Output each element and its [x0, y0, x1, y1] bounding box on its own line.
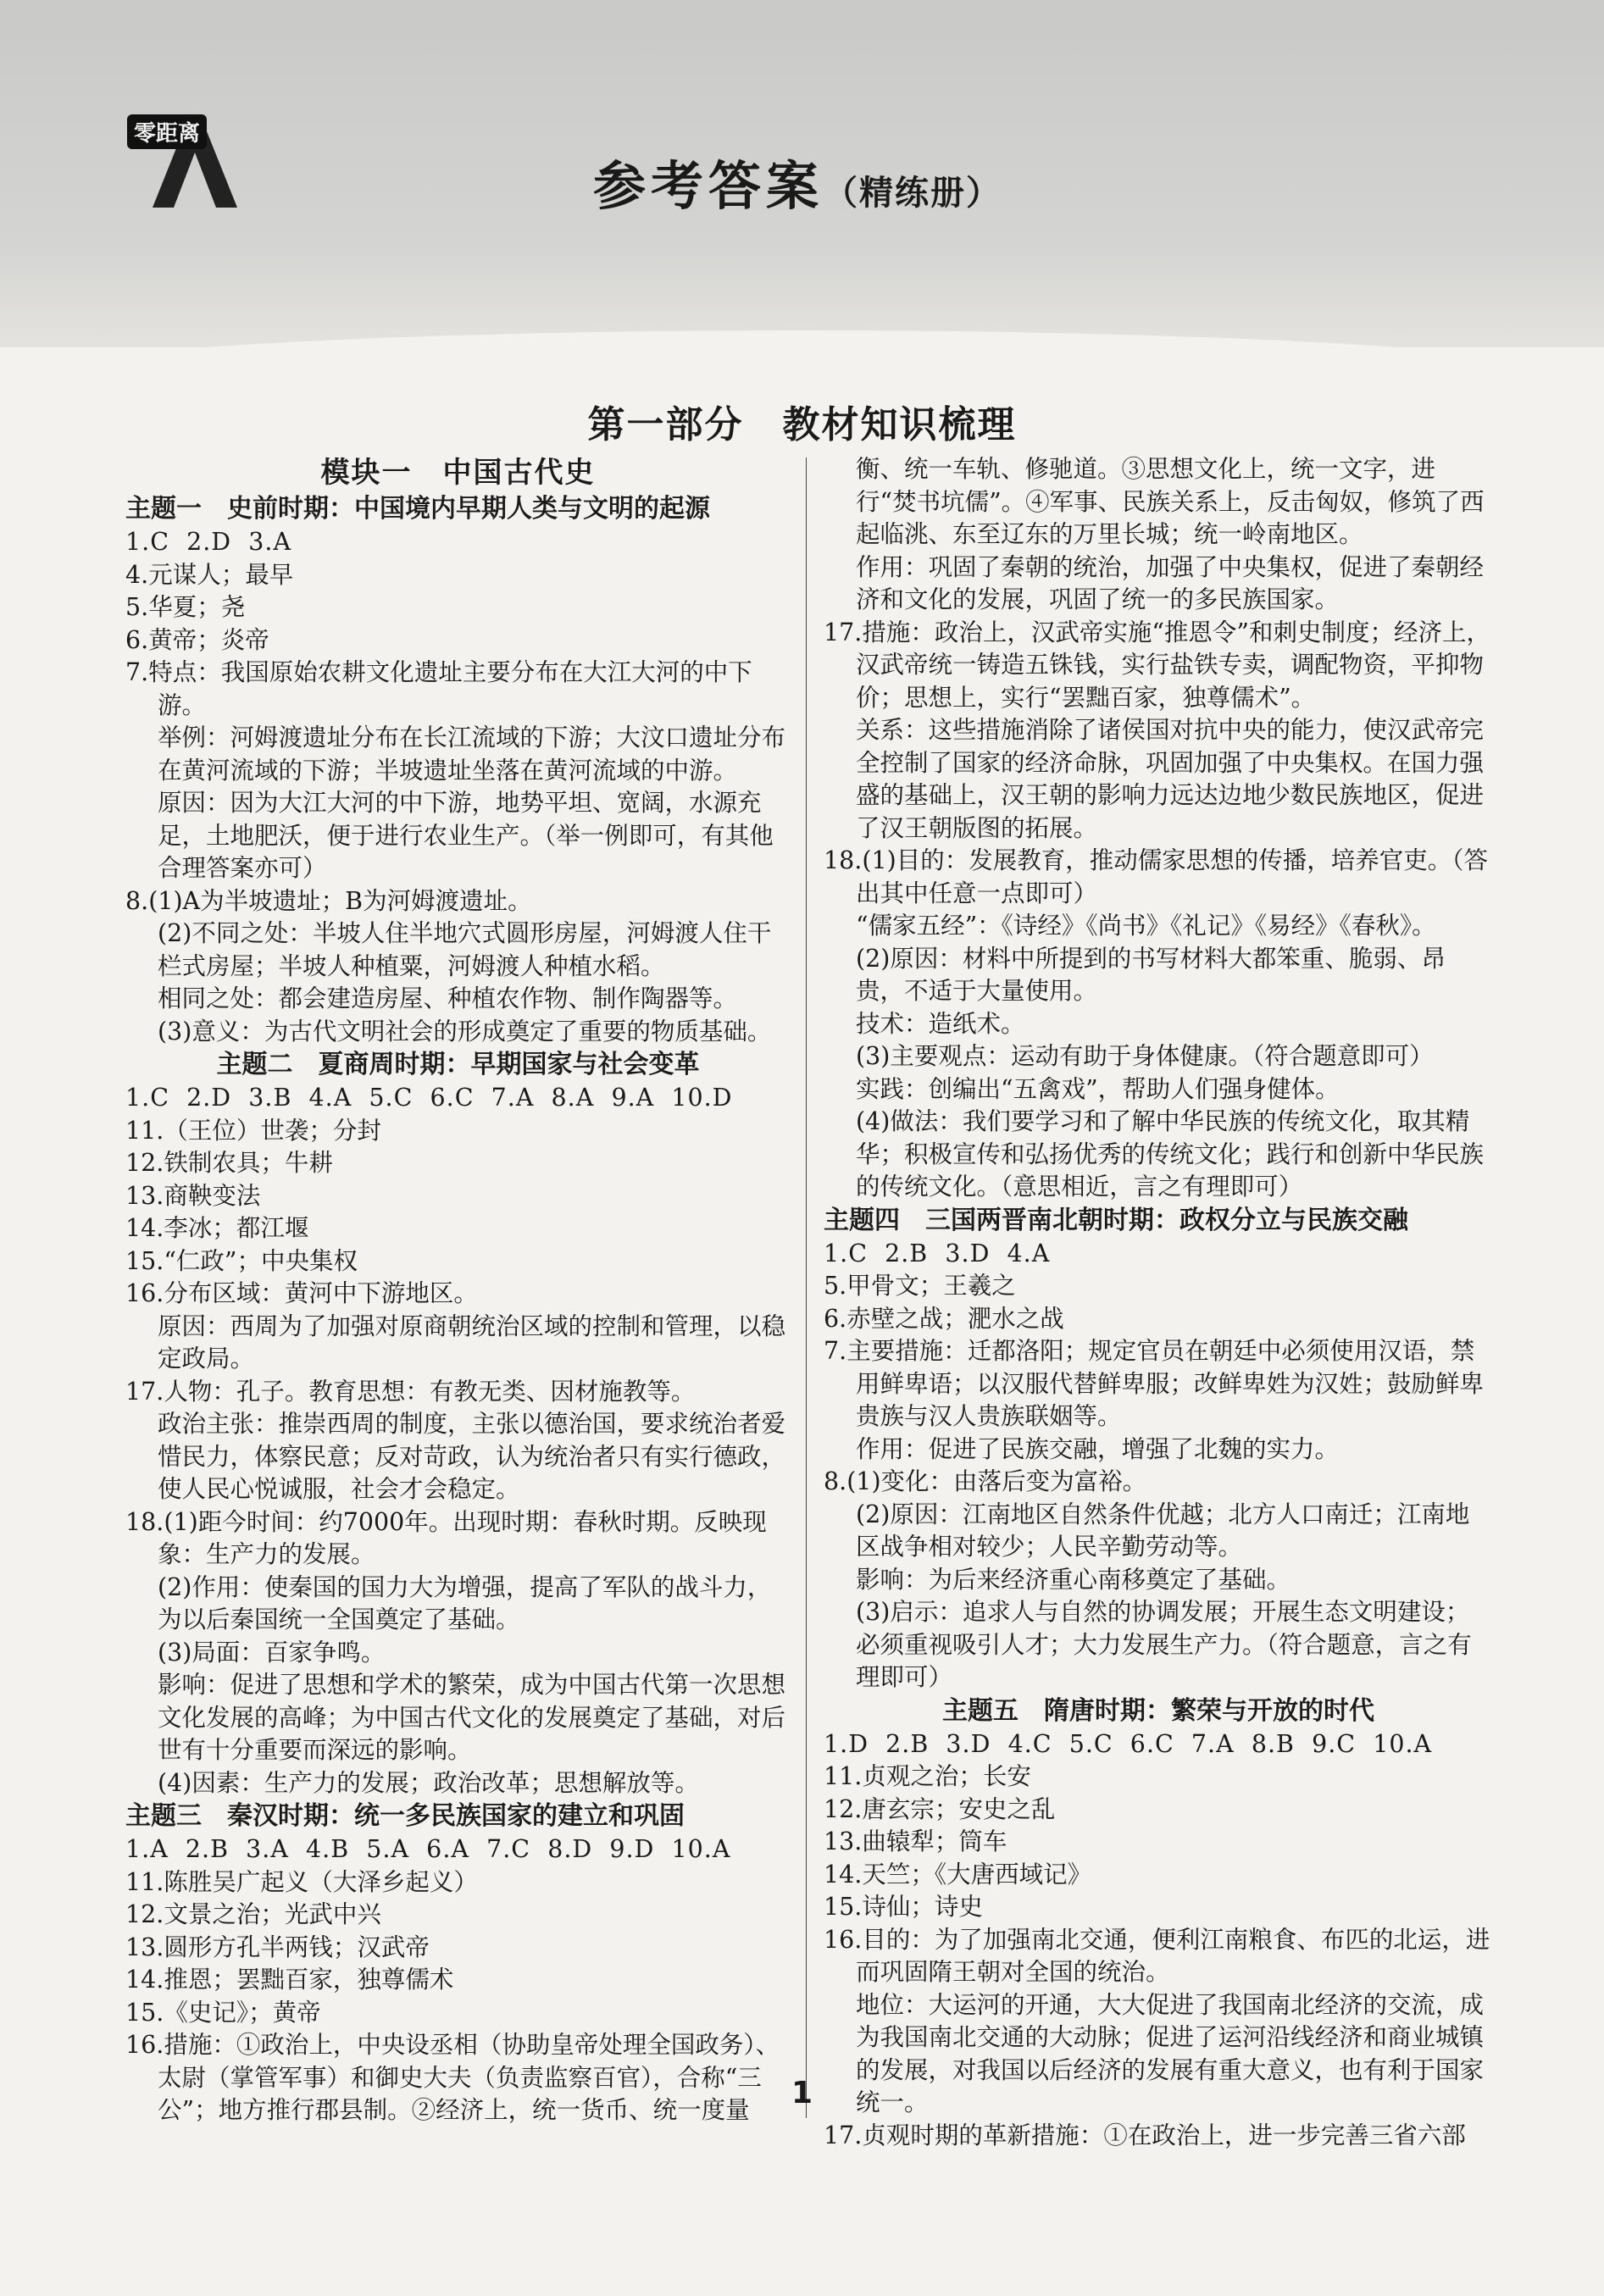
- answer-continuation: 作用：促进了民族交融，增强了北魏的实力。: [856, 1434, 1340, 1463]
- answer-continuation: 原因：西周为了加强对原商朝统治区域的控制和管理，以稳定政局。: [158, 1312, 786, 1373]
- page-number: 1: [791, 2076, 813, 2110]
- answer-continuation: 地位：大运河的开通，大大促进了我国南北经济的交流，成为我国南北交通的大动脉；促进了运河沿线经济和商业城镇的发展，对我国以后经济的发展有重大意义，也有利于国家统一。: [856, 1990, 1485, 2116]
- answer-line: 14.推恩；罢黜百家，独尊儒术: [125, 1966, 454, 1994]
- answer-continuation: (2)不同之处：半坡人住半地穴式圆形房屋，河姆渡人住干栏式房屋；半坡人种植粟，河姆渡人种植水稻。: [158, 919, 772, 980]
- choice-answers: 1.D 2.B 3.D 4.C 5.C 6.C 7.A 8.B 9.C 10.A: [824, 1729, 1433, 1758]
- choice-answers: 1.A 2.B 3.A 4.B 5.A 6.A 7.C 8.D 9.D 10.A: [125, 1835, 731, 1863]
- answer-line: 13.曲辕犁；筒车: [824, 1827, 1007, 1855]
- answer-continuation: 衡、统一车轨、修驰道。③思想文化上，统一文字，进行“焚书坑儒”。④军事、民族关系上，反击匈奴，修筑了西起临洮、东至辽东的万里长城；统一岭南地区。: [856, 455, 1485, 548]
- answer-continuation: 作用：巩固了秦朝的统治，加强了中央集权，促进了秦朝经济和文化的发展，巩固了统一的多民族国家。: [856, 552, 1485, 613]
- question-answer: 16.目的：为了加强南北交通，便利江南粮食、布匹的北运，进而巩固隋王朝对全国的统治。: [824, 1925, 1490, 1986]
- question-answer: 17.措施：政治上，汉武帝实施“推恩令”和刺史制度；经济上，汉武帝统一铸造五铢钱，实行盐铁专卖，调配物资，平抑物价；思想上，实行“罢黜百家，独尊儒术”。: [824, 618, 1490, 712]
- answer-continuation: 实践：创编出“五禽戏”，帮助人们强身健体。: [856, 1074, 1340, 1103]
- brand-logo: [127, 114, 254, 216]
- choice-answers: 1.C 2.D 3.B 4.A 5.C 6.C 7.A 8.A 9.A 10.D: [125, 1084, 733, 1112]
- answer-line: 14.李冰；都江堰: [125, 1214, 309, 1242]
- answer-line: 5.华夏；尧: [125, 593, 246, 621]
- answer-line: 14.天竺；《大唐西域记》: [824, 1860, 1092, 1888]
- answer-line: 6.赤壁之战；淝水之战: [824, 1304, 1064, 1333]
- answer-line: 15.“仁政”；中央集权: [125, 1246, 358, 1275]
- answer-continuation: 举例：河姆渡遗址分布在长江流域的下游；大汶口遗址分布在黄河流域的下游；半坡遗址坐落在黄河流域的中游。: [158, 724, 786, 785]
- answer-continuation: (3)局面：百家争鸣。: [158, 1638, 386, 1667]
- answer-line: 11.（王位）世袭；分封: [125, 1116, 381, 1145]
- title-subtitle: （精练册）: [824, 174, 1002, 213]
- part-heading: 第一部分 教材知识梳理: [587, 403, 1017, 446]
- answer-continuation: 影响：促进了思想和学术的繁荣，成为中国古代第一次思想文化发展的高峰；为中国古代文化的发展奠定了基础，对后世有十分重要而深远的影响。: [158, 1671, 786, 1764]
- question-answer: 17.贞观时期的革新措施：①在政治上，进一步完善三省六部: [824, 2121, 1466, 2149]
- answer-continuation: (2)作用：使秦国的国力大为增强，提高了军队的战斗力，为以后秦国统一全国奠定了基础。: [158, 1572, 772, 1633]
- answer-line: 4.元谋人；最早: [125, 560, 294, 589]
- title-text: 参考答案: [593, 155, 824, 217]
- right-column: [824, 453, 1493, 2152]
- question-answer: 8.(1)A为半坡遗址；B为河姆渡遗址。: [125, 886, 532, 915]
- logo-text: 零距离: [127, 114, 207, 149]
- answer-line: 6.黄帝；炎帝: [125, 625, 269, 654]
- answer-continuation: (2)原因：材料中所提到的书写材料大都笨重、脆弱、昂贵，不适于大量使用。: [856, 944, 1446, 1005]
- answer-line: 11.陈胜吴广起义（大泽乡起义）: [125, 1867, 478, 1896]
- left-column: [125, 453, 791, 2127]
- page-title: [593, 144, 1002, 219]
- topic-heading: 主题一 史前时期：中国境内早期人类与文明的起源: [125, 494, 710, 524]
- answer-continuation: 影响：为后来经济重心南移奠定了基础。: [856, 1565, 1291, 1594]
- choice-answers: 1.C 2.D 3.A: [125, 528, 292, 556]
- topic-heading: 主题四 三国两晋南北朝时期：政权分立与民族交融: [824, 1205, 1408, 1235]
- answer-continuation: 技术：造纸术。: [856, 1009, 1025, 1038]
- question-answer: 17.人物：孔子。教育思想：有教无类、因材施教等。: [125, 1377, 696, 1406]
- choice-answers: 1.C 2.B 3.D 4.A: [824, 1239, 1051, 1267]
- answer-line: 11.贞观之治；长安: [824, 1762, 1031, 1790]
- question-answer: 16.分布区域：黄河中下游地区。: [125, 1279, 478, 1307]
- answer-continuation: (4)因素：生产力的发展；政治改革；思想解放等。: [158, 1768, 699, 1797]
- answer-line: 13.商鞅变法: [125, 1181, 261, 1210]
- question-answer: 8.(1)变化：由落后变为富裕。: [824, 1467, 1147, 1495]
- answer-line: 12.铁制农具；牛耕: [125, 1149, 333, 1177]
- question-answer: 16.措施：①政治上，中央设丞相（协助皇帝处理全国政务）、太尉（掌管军事）和御史大夫（负责监察百官），合称“三公”；地方推行郡县制。②经济上，统一货币、统一度量: [125, 2031, 780, 2124]
- answer-continuation: (3)主要观点：运动有助于身体健康。（符合题意即可）: [856, 1042, 1434, 1070]
- column-divider: [806, 458, 807, 2118]
- topic-heading: 主题三 秦汉时期：统一多民族国家的建立和巩固: [125, 1801, 685, 1831]
- answer-line: 15.诗仙；诗史: [824, 1893, 983, 1921]
- answer-line: 5.甲骨文；王羲之: [824, 1272, 1016, 1300]
- question-answer: 7.特点：我国原始农耕文化遗址主要分布在大江大河的中下游。: [125, 658, 752, 719]
- question-answer: 7.主要措施：迁都洛阳；规定官员在朝廷中必须使用汉语，禁用鲜卑语；以汉服代替鲜卑服；改鲜卑姓为汉姓；鼓励鲜卑贵族与汉人贵族联姻等。: [824, 1337, 1485, 1430]
- answer-continuation: “儒家五经”：《诗经》《尚书》《礼记》《易经》《春秋》。: [856, 912, 1436, 940]
- answer-continuation: (3)启示：追求人与自然的协调发展；开展生态文明建设；必须重视吸引人才；大力发展生产力。（符合题意，言之有理即可）: [856, 1598, 1472, 1691]
- answer-continuation: 政治主张：推崇西周的制度，主张以德治国，要求统治者爱惜民力，体察民意；反对苛政，认为统治者只有实行德政，使人民心悦诚服，社会才会稳定。: [158, 1410, 786, 1503]
- answer-line: 15.《史记》；黄帝: [125, 1998, 321, 2027]
- module-heading: 模块一 中国古代史: [320, 456, 596, 490]
- answer-line: 13.圆形方孔半两钱；汉武帝: [125, 1933, 430, 1961]
- answer-continuation: 原因：因为大江大河的中下游，地势平坦、宽阔，水源充足，土地肥沃，便于进行农业生产。（举一例即可，有其他合理答案亦可）: [158, 789, 774, 882]
- question-answer: 18.(1)距今时间：约7000年。出现时期：春秋时期。反映现象：生产力的发展。: [125, 1507, 767, 1568]
- question-answer: 18.(1)目的：发展教育，推动儒家思想的传播，培养官吏。（答出其中任意一点即可）: [824, 846, 1488, 907]
- answer-continuation: (2)原因：江南地区自然条件优越；北方人口南迁；江南地区战争相对较少；人民辛勤劳动等。: [856, 1500, 1470, 1561]
- answer-continuation: (3)意义：为古代文明社会的形成奠定了重要的物质基础。: [158, 1017, 772, 1045]
- answer-continuation: 相同之处：都会建造房屋、种植农作物、制作陶器等。: [158, 984, 738, 1012]
- answer-continuation: 关系：这些措施消除了诸侯国对抗中央的能力，使汉武帝完全控制了国家的经济命脉，巩固加强了中央集权。在国力强盛的基础上，汉王朝的影响力远达边地少数民族地区，促进了汉王朝版图的拓展。: [856, 716, 1485, 842]
- answer-line: 12.文景之治；光武中兴: [125, 1900, 381, 1928]
- answer-continuation: (4)做法：我们要学习和了解中华民族的传统文化，取其精华；积极宣传和弘扬优秀的传统文化；践行和创新中华民族的传统文化。（意思相近，言之有理即可）: [856, 1107, 1485, 1201]
- topic-heading: 主题二 夏商周时期：早期国家与社会变革: [216, 1050, 700, 1079]
- answer-line: 12.唐玄宗；安史之乱: [824, 1794, 1056, 1823]
- topic-heading: 主题五 隋唐时期：繁荣与开放的时代: [942, 1695, 1374, 1726]
